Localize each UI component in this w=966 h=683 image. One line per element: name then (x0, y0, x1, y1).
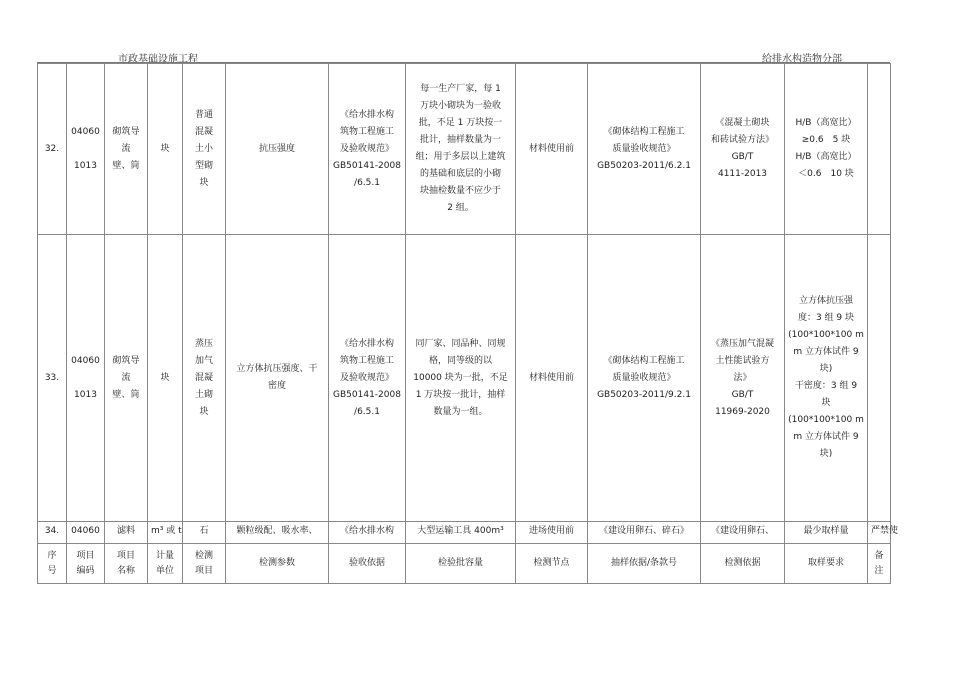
cell-note (868, 64, 891, 235)
table-row (38, 522, 891, 544)
cell-name: 滤料 (105, 522, 148, 544)
header-node: 检测节点 (516, 544, 588, 584)
cell-test-basis: 《建设用卵石、 (701, 522, 785, 544)
cell-requirement: 最少取样量 (785, 522, 868, 544)
header-basis: 验收依据 (329, 544, 406, 584)
header-params: 检测参数 (226, 544, 329, 584)
table-row (38, 64, 891, 235)
cell-item: 蒸压 加气 混凝 土砌 块 (183, 235, 226, 522)
cell-note: 严禁使 (868, 522, 891, 544)
cell-requirement: H/B（高宽比） ≥0.6 5 块 H/B（高宽比） ＜0.6 10 块 (785, 64, 868, 235)
cell-name: 砌筑导 流 壁、筒 (105, 235, 148, 522)
header-note: 备注 (868, 544, 891, 584)
header-item: 检测 项目 (183, 544, 226, 584)
cell-test-basis: 《蒸压加气混凝 土性能试验方 法》 GB/T 11969-2020 (701, 235, 785, 522)
header-test-basis: 检测依据 (701, 544, 785, 584)
header-batch: 检验批容量 (406, 544, 516, 584)
header-unit: 计量 单位 (148, 544, 183, 584)
header-division-title: 给排水构造物分部 (762, 54, 842, 65)
cell-no: 33. (38, 235, 67, 522)
cell-params: 颗粒级配、吸水率、 (226, 522, 329, 544)
cell-item: 普通 混凝 土小 型砌 块 (183, 64, 226, 235)
cell-batch: 大型运输工具 400m³ (406, 522, 516, 544)
cell-code: 04060 1013 (67, 64, 105, 235)
table-row (38, 235, 891, 522)
header-requirement: 取样要求 (785, 544, 868, 584)
cell-item: 石 (183, 522, 226, 544)
table-header-row (38, 544, 891, 584)
cell-requirement: 立方体抗压强 度：3 组 9 块 (100*100*100 m m 立方体试件 9 块) 干密度：3 组 9 块 (100*100*100 m m 立方体试件 9 块) (785, 235, 868, 522)
cell-node: 材料使用前 (516, 64, 588, 235)
cell-code: 04060 1013 (67, 235, 105, 522)
cell-no: 32. (38, 64, 67, 235)
cell-basis: 《给水排水构 (329, 522, 406, 544)
cell-name: 砌筑导 流 壁、筒 (105, 64, 148, 235)
cell-test-basis: 《混凝土砌块 和砖试验方法》 GB/T 4111-2013 (701, 64, 785, 235)
cell-sampling-basis: 《建设用卵石、碎石》 (588, 522, 701, 544)
cell-params: 立方体抗压强度、干 密度 (226, 235, 329, 522)
cell-unit: 块 (148, 235, 183, 522)
cell-batch: 每一生产厂家，每 1 万块小砌块为一验收 批，不足 1 万块按一 批计，抽样数量为一 组；用于多层以上建筑 的基础和底层的小砌 块抽检数量不应少于 2 组。 (406, 64, 516, 235)
cell-sampling-basis: 《砌体结构工程施工 质量验收规范》 GB50203-2011/6.2.1 (588, 64, 701, 235)
cell-unit: m³ 或 t (148, 522, 183, 544)
header-project-title: 市政基础设施工程 (118, 54, 198, 65)
cell-unit: 块 (148, 64, 183, 235)
cell-sampling-basis: 《砌体结构工程施工 质量验收规范》 GB50203-2011/9.2.1 (588, 235, 701, 522)
cell-params: 抗压强度 (226, 64, 329, 235)
cell-basis: 《给水排水构 筑物工程施工 及验收规范》 GB50141-2008 /6.5.1 (329, 235, 406, 522)
cell-node: 进场使用前 (516, 522, 588, 544)
header-code: 项目 编码 (67, 544, 105, 584)
cell-basis: 《给水排水构 筑物工程施工 及验收规范》 GB50141-2008 /6.5.1 (329, 64, 406, 235)
header-name: 项目 名称 (105, 544, 148, 584)
cell-node: 材料使用前 (516, 235, 588, 522)
cell-note (868, 235, 891, 522)
header-sampling-basis: 抽样依据/条款号 (588, 544, 701, 584)
cell-no: 34. (38, 522, 67, 544)
header-no: 序 号 (38, 544, 67, 584)
cell-batch: 同厂家、同品种、同规 格，同等级的以 10000 块为一批，不足 1 万块按一批计，抽样 数量为一组。 (406, 235, 516, 522)
inspection-table (37, 63, 899, 584)
cell-code: 04060 (67, 522, 105, 544)
